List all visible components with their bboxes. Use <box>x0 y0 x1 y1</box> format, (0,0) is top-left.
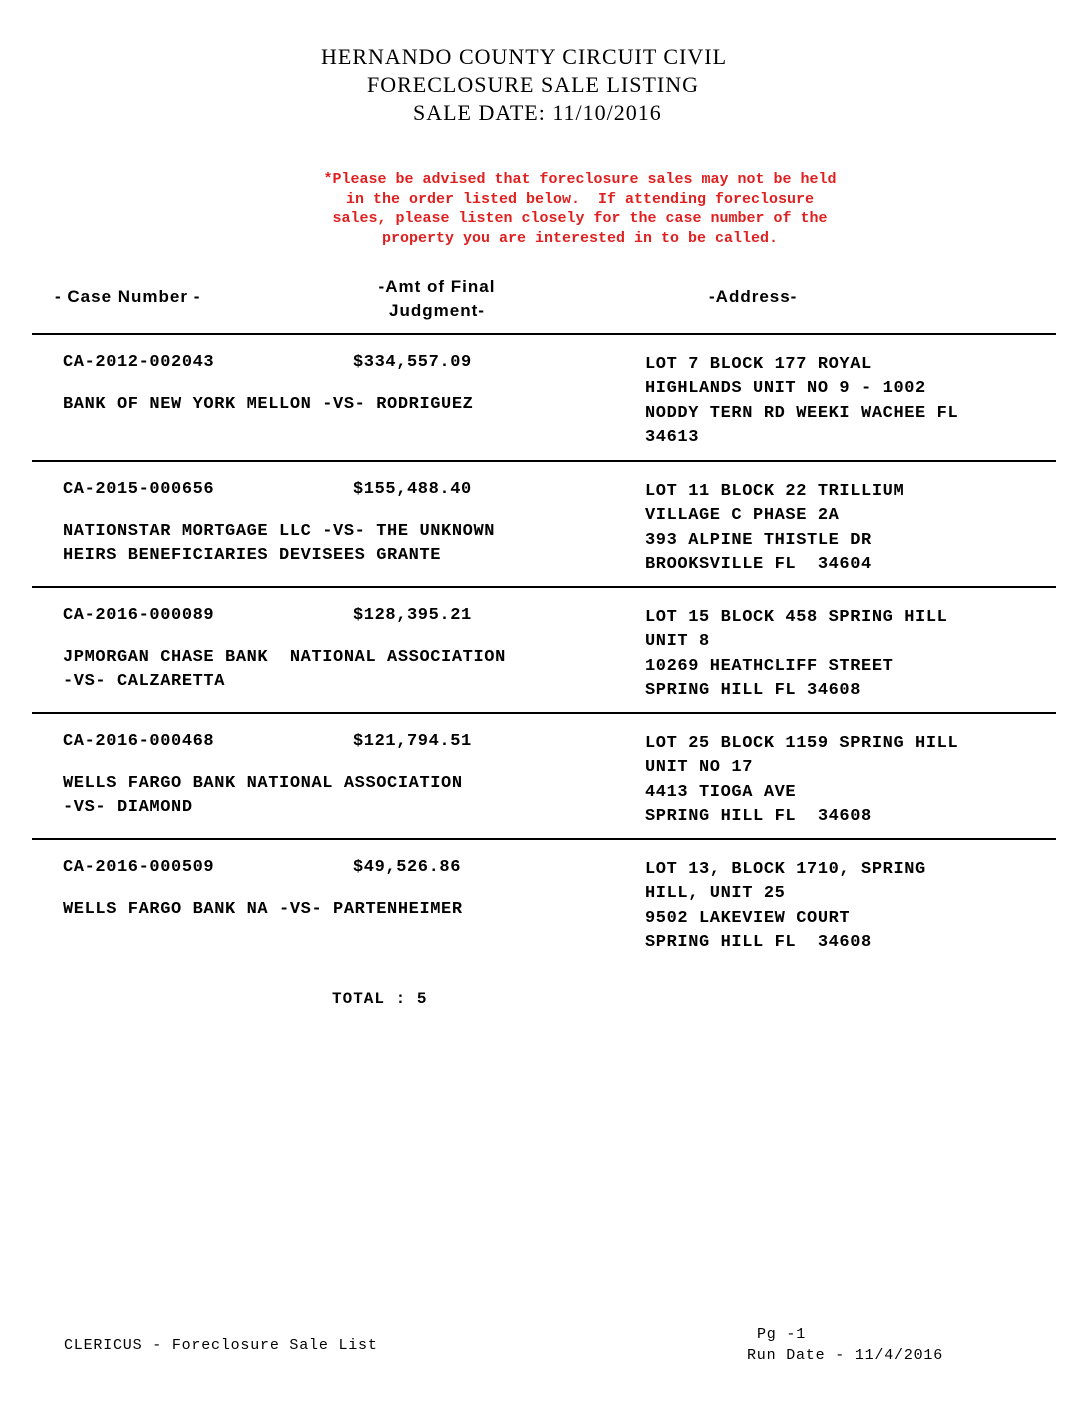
case-parties: BANK OF NEW YORK MELLON -VS- RODRIGUEZ <box>63 395 474 414</box>
case-parties: WELLS FARGO BANK NA -VS- PARTENHEIMER <box>63 900 463 919</box>
property-address: LOT 15 BLOCK 458 SPRING HILL UNIT 8 10269 HEATHCLIFF STREET SPRING HILL FL 34608 <box>645 608 948 701</box>
report-subtitle: FORECLOSURE SALE LISTING <box>367 72 700 97</box>
property-address: LOT 7 BLOCK 177 ROYAL HIGHLANDS UNIT NO 9 - 1002 NODDY TERN RD WEEKI WACHEE FL 34613 <box>645 355 959 448</box>
judgment-amount: $155,488.40 <box>353 480 472 499</box>
case-parties: NATIONSTAR MORTGAGE LLC -VS- THE UNKNOWN HEIRS BENEFICIARIES DEVISEES GRANTE <box>63 522 496 566</box>
advisory-notice: *Please be advised that foreclosure sales may not be held in the order listed below. If attending foreclosure sales, please listen closely for the case number of the property you are interested in to be called. <box>323 171 837 247</box>
record-row <box>0 714 1088 840</box>
case-number: CA-2015-000656 <box>63 480 215 499</box>
page-number: Pg -1 <box>757 1326 807 1343</box>
case-number: CA-2016-000468 <box>63 732 215 751</box>
column-header-case-number: - Case Number - <box>55 287 201 306</box>
case-parties: WELLS FARGO BANK NATIONAL ASSOCIATION -VS- DIAMOND <box>63 774 463 818</box>
judgment-amount: $49,526.86 <box>353 858 462 877</box>
judgment-amount: $334,557.09 <box>353 353 472 372</box>
footer-system-name: CLERICUS - Foreclosure Sale List <box>64 1337 378 1354</box>
report-title: HERNANDO COUNTY CIRCUIT CIVIL <box>321 44 728 69</box>
case-parties: JPMORGAN CHASE BANK NATIONAL ASSOCIATION -VS- CALZARETTA <box>63 648 506 692</box>
record-row <box>0 588 1088 714</box>
run-date: Run Date - 11/4/2016 <box>747 1347 944 1364</box>
property-address: LOT 11 BLOCK 22 TRILLIUM VILLAGE C PHASE 2A 393 ALPINE THISTLE DR BROOKSVILLE FL 34604 <box>645 482 905 575</box>
judgment-amount: $128,395.21 <box>353 606 472 625</box>
total-count: TOTAL : 5 <box>332 990 428 1008</box>
column-header-address: -Address- <box>709 287 798 306</box>
case-number: CA-2012-002043 <box>63 353 215 372</box>
record-row <box>0 840 1088 966</box>
case-number: CA-2016-000509 <box>63 858 215 877</box>
judgment-amount: $121,794.51 <box>353 732 472 751</box>
sale-date: SALE DATE: 11/10/2016 <box>413 100 662 125</box>
case-number: CA-2016-000089 <box>63 606 215 625</box>
column-header-judgment: -Amt of Final Judgment- <box>378 277 496 320</box>
property-address: LOT 25 BLOCK 1159 SPRING HILL UNIT NO 17 4413 TIOGA AVE SPRING HILL FL 34608 <box>645 734 959 827</box>
record-row <box>0 462 1088 588</box>
property-address: LOT 13, BLOCK 1710, SPRING HILL, UNIT 25 9502 LAKEVIEW COURT SPRING HILL FL 34608 <box>645 860 926 953</box>
record-row <box>0 335 1088 461</box>
